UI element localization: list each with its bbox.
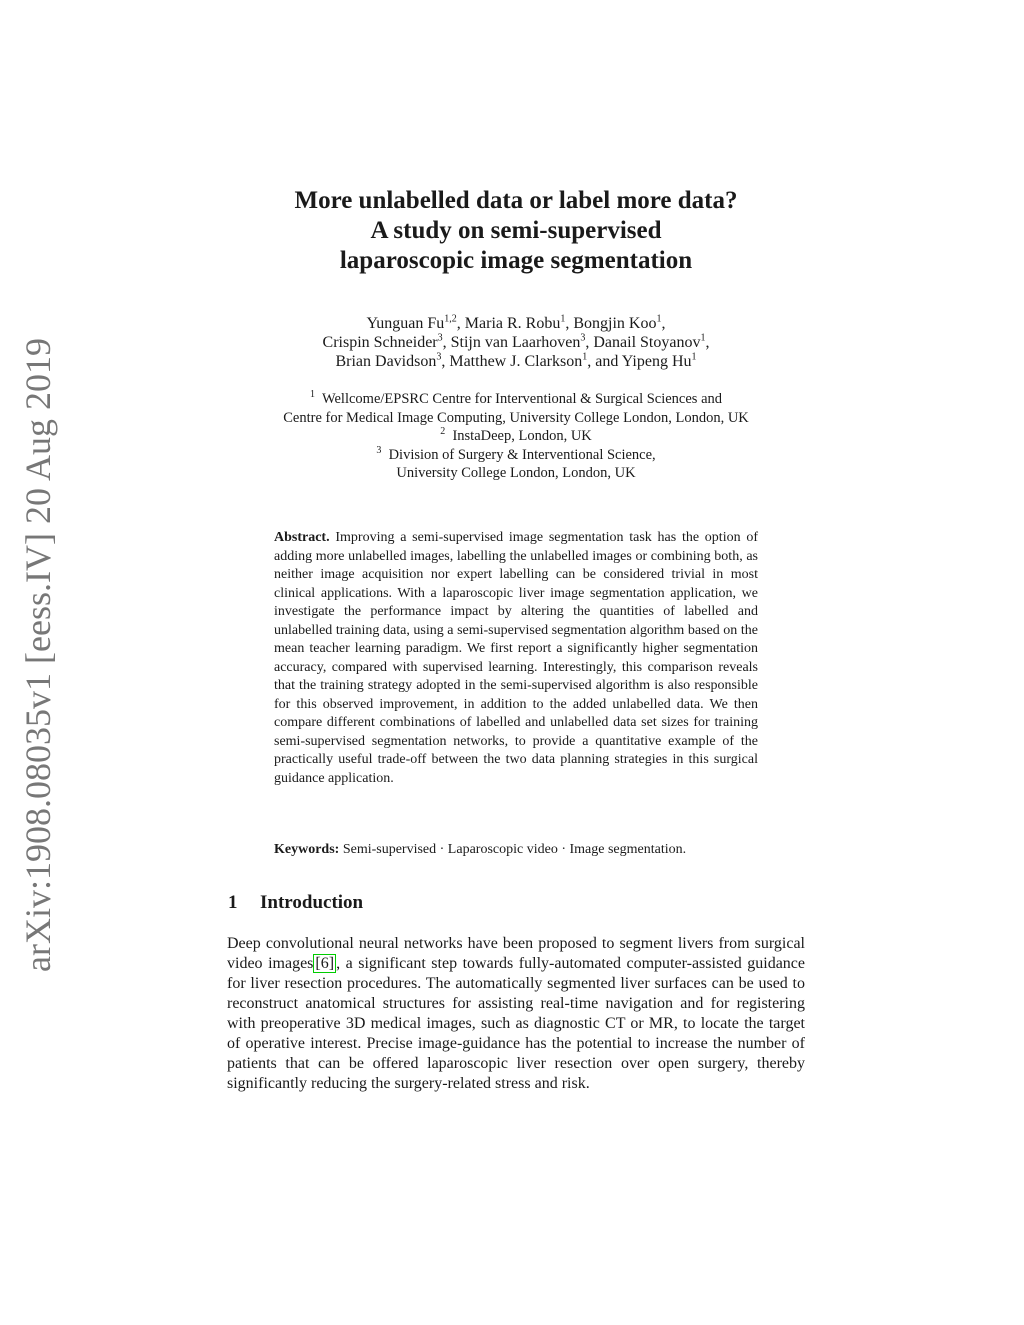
- section-number: 1: [228, 892, 238, 913]
- author-affil-sup: 3: [580, 332, 586, 344]
- section-heading: [228, 892, 363, 914]
- abstract: [274, 529, 758, 788]
- author-name: Danail Stoyanov: [593, 334, 701, 351]
- intro-paragraph: [227, 934, 805, 1094]
- affiliation-text: Wellcome/EPSRC Centre for Interventional & Surgical Sciences and: [321, 391, 723, 407]
- keywords-text: Semi-supervised · Laparoscopic video · Image segmentation.: [342, 842, 687, 857]
- author-name: Maria R. Robu: [464, 315, 561, 332]
- section-title: Introduction: [260, 892, 364, 913]
- author-affil-sup: 1: [582, 351, 588, 363]
- author-conjunction: and: [595, 353, 622, 370]
- author-affil-sup: 1: [700, 332, 706, 344]
- affiliation-1-continued: Centre for Medical Image Computing, University College London, London, UK: [283, 409, 749, 426]
- author-name: Brian Davidson: [335, 353, 437, 370]
- author-name: Matthew J. Clarkson: [449, 353, 583, 370]
- arxiv-identifier: arXiv:1908.08035v1 [eess.IV] 20 Aug 2019: [18, 338, 58, 972]
- title-line-1: More unlabelled data or label more data?: [294, 187, 738, 214]
- intro-text: , a significant step towards fully-automated computer-assisted guidance for liver resection procedures. The automatically segmented liver surfaces can be used to reconstruct anatomical structures for assisting real-time navigation and for registering with preoperative 3D medical images, such as diagnostic CT or MR, to locate the target of operative interest. Precise image-guidance has the potential to increase the number of patients that can be offered laparoscopic liver resection over open surgery, thereby significantly reducing the surgery-related stress and risk.: [227, 955, 805, 1092]
- affiliations: [224, 390, 808, 483]
- author-name: Crispin Schneider: [322, 334, 438, 351]
- author-affil-sup: 1,2: [444, 313, 457, 325]
- paper-title: [224, 186, 808, 276]
- author-affil-sup: 3: [436, 351, 442, 363]
- abstract-label: Abstract.: [274, 530, 330, 545]
- affiliation-number: 3: [376, 444, 382, 456]
- author-affil-sup: 3: [437, 332, 443, 344]
- affiliation-text: InstaDeep, London, UK: [452, 428, 592, 444]
- author-affil-sup: 1: [656, 313, 662, 325]
- author-name: Bongjin Koo: [573, 315, 657, 332]
- keywords-label: Keywords:: [274, 842, 340, 857]
- author-list: [224, 314, 808, 371]
- intro-text: Deep convolutional neural networks have been proposed to segment livers from surgical video images: [227, 935, 805, 972]
- affiliation-text: Division of Surgery & Interventional Science,: [388, 446, 656, 463]
- author-affil-sup: 1: [691, 351, 697, 363]
- affiliation-3: [224, 446, 808, 465]
- author-name: Stijn van Laarhoven: [450, 334, 581, 351]
- affiliation-number: 2: [440, 426, 446, 438]
- keywords: [274, 841, 764, 859]
- author-line-3: Brian Davidson$^3$, Matthew J. Clarkson$^1$, and Yipeng Hu$^1$: [335, 351, 697, 370]
- title-line-3: laparoscopic image segmentation: [339, 247, 693, 274]
- citation-link[interactable]: [6]: [315, 955, 335, 972]
- affiliation-1: [224, 390, 808, 409]
- author-name: Yipeng Hu: [621, 353, 692, 370]
- author-line-1: Yunguan Fu$^{1,2}$, Maria R. Robu$^1$, Bongjin Koo$^1$,: [366, 313, 666, 332]
- affiliation-number: 1: [309, 389, 315, 401]
- title-line-2: A study on semi-supervised: [370, 217, 662, 244]
- affiliation-3-continued: University College London, London, UK: [396, 465, 636, 481]
- author-name: Yunguan Fu: [366, 315, 445, 332]
- author-affil-sup: 1: [560, 313, 566, 325]
- affiliation-2: [224, 427, 808, 446]
- abstract-text: Improving a semi-supervised image segmentation task has the option of adding more unlabelled images, labelling the unlabelled images or combining both, as neither image acquisition nor expert labelling can be considered trivial in most clinical applications. With a laparoscopic liver image segmentation application, we investigate the performance impact by altering the quantities of labelled and unlabelled training data, using a semi-supervised segmentation algorithm based on the mean teacher learning paradigm. We first report a significantly higher segmentation accuracy, compared with supervised learning. Interestingly, this comparison reveals that the training strategy adopted in the semi-supervised algorithm is also responsible for this observed improvement, in addition to the added unlabelled data. We then compare different combinations of labelled and unlabelled data set sizes for training semi-supervised segmentation networks, to provide a quantitative example of the practically useful trade-off between the two data planning strategies in this surgical guidance application.: [274, 530, 758, 786]
- author-line-2: Crispin Schneider$^3$, Stijn van Laarhoven$^3$, Danail Stoyanov$^1$,: [322, 332, 710, 351]
